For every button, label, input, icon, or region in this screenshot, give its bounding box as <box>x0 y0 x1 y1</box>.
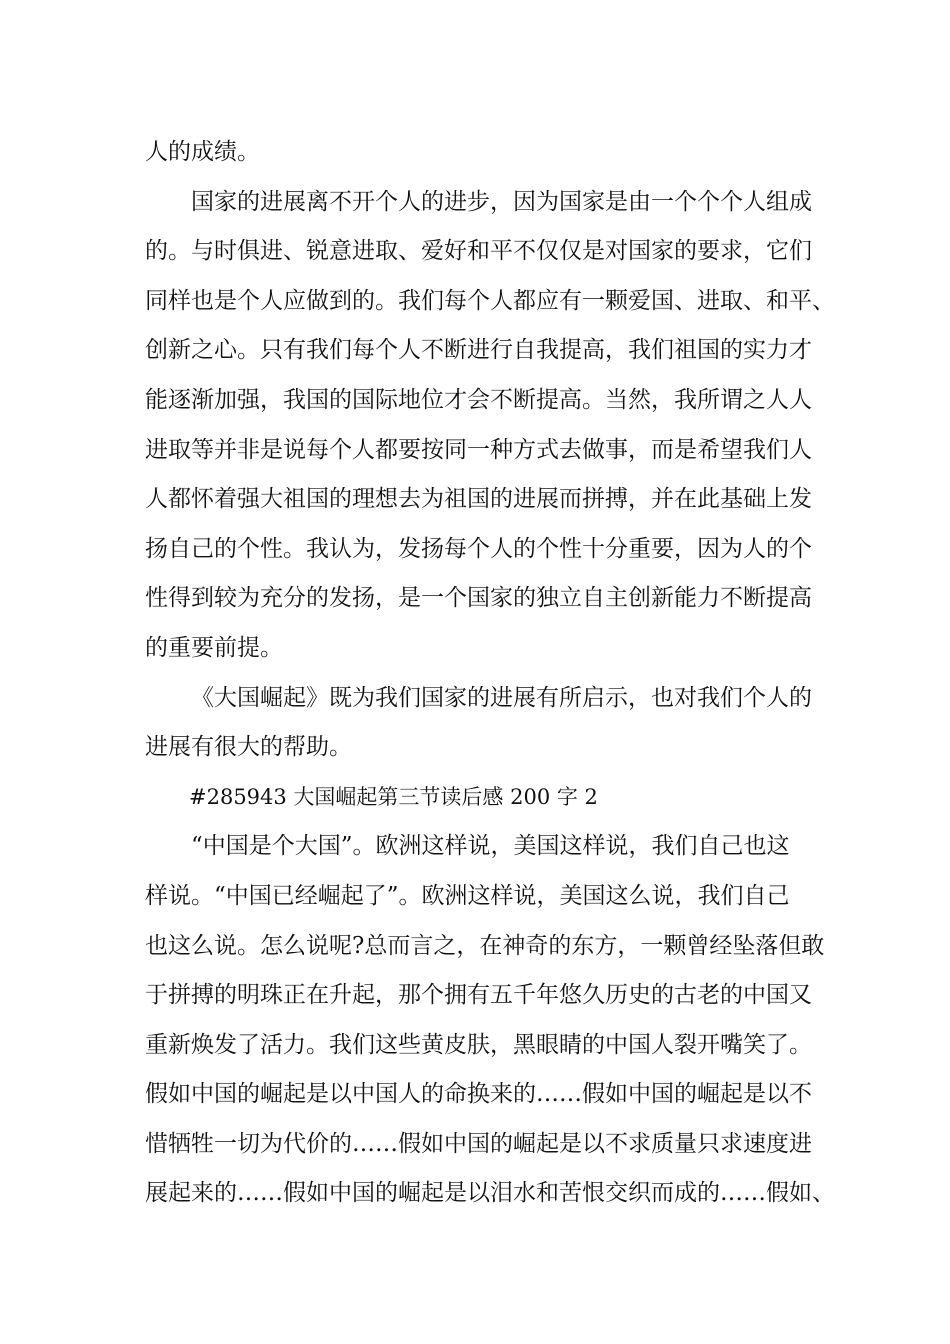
text-line: 人都怀着强大祖国的理想去为祖国的进展而拼搏，并在此基础上发 <box>145 486 812 513</box>
text-line: 进取等并非是说每个人都要按同一种方式去做事，而是希望我们人 <box>145 436 812 463</box>
document-body <box>145 128 835 1219</box>
text-line: 的重要前提。 <box>145 634 283 661</box>
text-line: 于拼搏的明珠正在升起，那个拥有五千年悠久历史的古老的中国又 <box>145 982 812 1009</box>
text-line: “中国是个大国”。欧洲这样说，美国这样说，我们自己也这 <box>191 833 790 860</box>
text-line: 同样也是个人应做到的。我们每个人都应有一颗爱国、进取、和平、 <box>145 287 835 314</box>
text-line: 假如中国的崛起是以中国人的命换来的……假如中国的崛起是以不 <box>145 1081 812 1108</box>
section-heading: #285943 大国崛起第三节读后感 200 字 2 <box>189 784 598 809</box>
text-line: 也这么说。怎么说呢?总而言之，在神奇的东方，一颗曾经坠落但敢 <box>145 932 825 959</box>
text-line: 惜牺牲一切为代价的……假如中国的崛起是以不求质量只求速度进 <box>145 1130 812 1157</box>
text-line: 能逐渐加强，我国的国际地位才会不断提高。当然，我所谓之人人 <box>145 386 812 413</box>
text-line: 创新之心。只有我们每个人不断进行自我提高，我们祖国的实力才 <box>145 337 812 364</box>
text-line: 国家的进展离不开个人的进步，因为国家是由一个个个人组成 <box>191 188 812 215</box>
text-line: 进展有很大的帮助。 <box>145 734 352 761</box>
text-line: 的。与时俱进、锐意进取、爱好和平不仅仅是对国家的要求，它们 <box>145 238 812 265</box>
text-line: 展起来的……假如中国的崛起是以泪水和苦恨交织而成的……假如、 <box>145 1180 835 1207</box>
text-line: 重新焕发了活力。我们这些黄皮肤，黑眼睛的中国人裂开嘴笑了。 <box>145 1031 812 1058</box>
text-line: 扬自己的个性。我认为，发扬每个人的个性十分重要，因为人的个 <box>145 535 812 562</box>
text-line: 人的成绩。 <box>145 139 260 165</box>
text-line: 《大国崛起》既为我们国家的进展有所启示，也对我们个人的 <box>191 684 812 711</box>
text-line: 样说。“中国已经崛起了”。欧洲这样说，美国这么说，我们自己 <box>145 882 790 909</box>
text-line: 性得到较为充分的发扬，是一个国家的独立自主创新能力不断提高 <box>145 585 812 612</box>
